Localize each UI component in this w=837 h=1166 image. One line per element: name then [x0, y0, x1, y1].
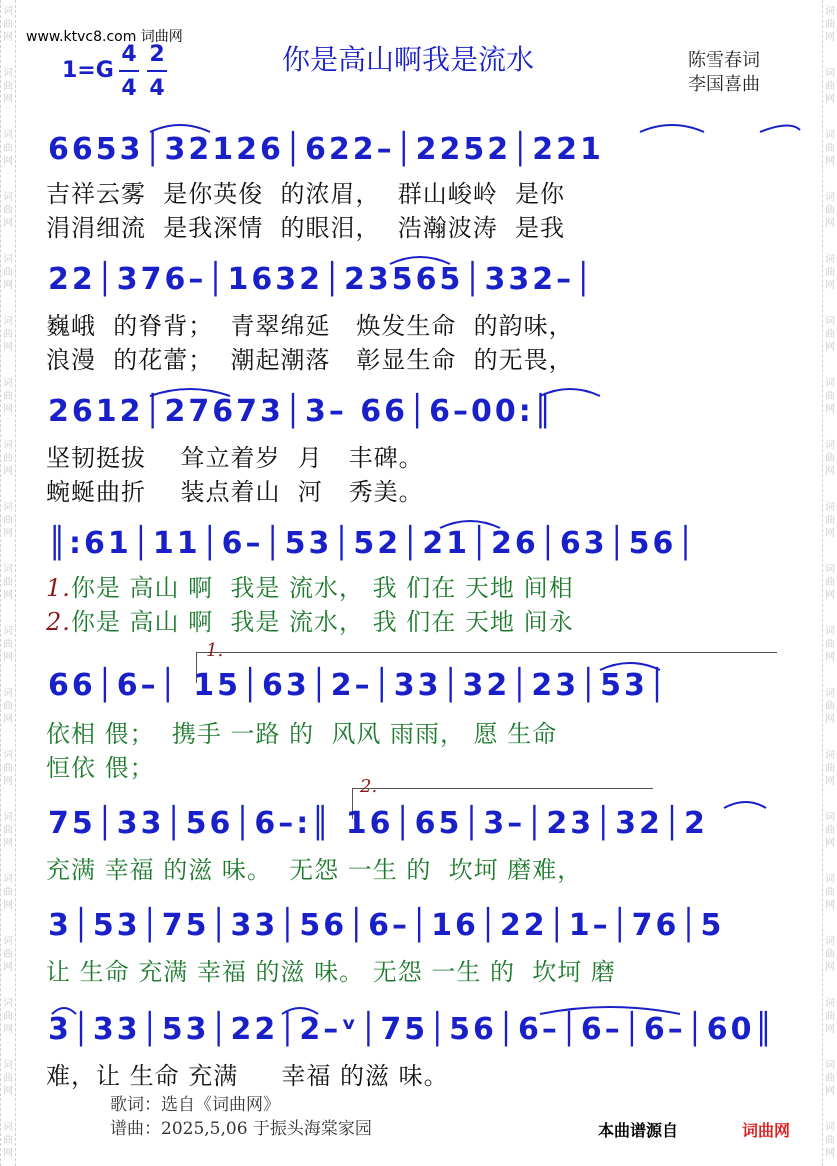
watermark-glyph: 网: [3, 714, 13, 725]
watermark-glyph: 曲: [825, 515, 835, 526]
watermark-glyph: 网: [825, 652, 835, 663]
watermark-glyph: 词: [825, 750, 835, 761]
watermark-glyph: 曲: [825, 143, 835, 154]
slur-mark: [600, 663, 660, 670]
slur-mark: [640, 125, 704, 132]
score-source: 谱曲：2025,5,06 于振头海棠家园: [110, 1119, 372, 1139]
watermark-glyph: 词: [825, 6, 835, 17]
watermark-glyph: 词: [825, 874, 835, 885]
watermark-glyph: 曲: [825, 1073, 835, 1084]
watermark-glyph: 词: [3, 502, 13, 513]
watermark-glyph: 网: [3, 342, 13, 353]
watermark-glyph: 词: [3, 564, 13, 575]
key-signature: 1=G: [62, 58, 114, 83]
site-url[interactable]: www.ktvc8.com 词曲网: [26, 29, 183, 45]
watermark-glyph: 网: [3, 280, 13, 291]
score-row-8-lyrics: 难，让 生命 充满 幸福 的滋 味。: [46, 1062, 449, 1090]
watermark-glyph: 词: [825, 502, 835, 513]
watermark-glyph: 词: [3, 936, 13, 947]
watermark-glyph: 网: [825, 900, 835, 911]
watermark-glyph: 曲: [825, 577, 835, 588]
watermark-glyph: 网: [825, 94, 835, 105]
slur-mark: [540, 1007, 680, 1014]
watermark-glyph: 词: [3, 874, 13, 885]
score-row-4-lyrics-text-1: 你是 高山 啊 我是 流水， 我 们在 天地 间相: [70, 574, 574, 602]
lyricist-credit: 陈雪春词: [688, 50, 760, 71]
watermark-glyph: 网: [825, 404, 835, 415]
watermark-glyph: 曲: [3, 1135, 13, 1146]
watermark-glyph: 词: [825, 1060, 835, 1071]
slur-mark: [724, 802, 766, 808]
slur-mark: [390, 257, 450, 264]
watermark-glyph: 曲: [3, 205, 13, 216]
score-row-1-notes: 6653│32126│622–│2252│221: [48, 132, 604, 167]
watermark-glyph: 网: [825, 714, 835, 725]
watermark-glyph: 曲: [3, 391, 13, 402]
watermark-glyph: 词: [825, 936, 835, 947]
time-sig-2-top: 2: [149, 42, 165, 67]
watermark-glyph: 词: [825, 812, 835, 823]
watermark-glyph: 网: [3, 156, 13, 167]
watermark-glyph: 词: [3, 626, 13, 637]
watermark-glyph: 网: [3, 1024, 13, 1035]
watermark-glyph: 曲: [3, 81, 13, 92]
watermark-glyph: 词: [825, 316, 835, 327]
score-row-6-notes: 75│33│56│6–:║ 16│65│3–│23│32│2: [48, 806, 708, 841]
watermark-glyph: 网: [3, 838, 13, 849]
time-sig-1-top: 4: [121, 42, 137, 67]
score-row-1-lyrics-verse-1: 吉祥云雾 是你英俊 的浓眉， 群山峻岭 是你: [46, 180, 566, 208]
watermark-glyph: 曲: [3, 825, 13, 836]
slur-mark: [150, 125, 210, 132]
watermark-glyph: 网: [825, 218, 835, 229]
first-ending-label: 1.: [206, 640, 224, 661]
watermark-glyph: 网: [825, 838, 835, 849]
slur-mark: [760, 125, 800, 132]
watermark-glyph: 曲: [825, 949, 835, 960]
watermark-glyph: 词: [3, 68, 13, 79]
slur-mark: [52, 1008, 76, 1014]
watermark-glyph: 曲: [3, 763, 13, 774]
watermark-glyph: 网: [3, 94, 13, 105]
watermark-glyph: 曲: [3, 515, 13, 526]
watermark-glyph: 曲: [825, 267, 835, 278]
watermark-glyph: 词: [825, 1122, 835, 1133]
watermark-glyph: 词: [825, 192, 835, 203]
time-sig-2-bottom: 4: [149, 76, 165, 101]
watermark-glyph: 网: [825, 1024, 835, 1035]
composer-credit: 李国喜曲: [688, 74, 760, 95]
watermark-glyph: 网: [825, 1086, 835, 1097]
watermark-glyph: 曲: [825, 701, 835, 712]
watermark-glyph: 网: [3, 528, 13, 539]
slur-mark: [440, 521, 500, 528]
watermark-glyph: 网: [825, 962, 835, 973]
watermark-glyph: 词: [825, 626, 835, 637]
watermark-glyph: 词: [3, 688, 13, 699]
score-row-5-lyrics-verse-1: 依相 偎； 携手 一路 的 风风 雨雨， 愿 生命: [46, 720, 558, 748]
watermark-glyph: 词: [3, 1122, 13, 1133]
watermark-glyph: 词: [825, 378, 835, 389]
watermark-glyph: 曲: [825, 825, 835, 836]
watermark-glyph: 曲: [3, 329, 13, 340]
score-row-2-lyrics-verse-2: 浪漫 的花蕾； 潮起潮落 彰显生命 的无畏，: [46, 346, 574, 374]
watermark-glyph: 词: [3, 998, 13, 1009]
watermark-glyph: 曲: [3, 701, 13, 712]
watermark-glyph: 曲: [3, 577, 13, 588]
watermark-glyph: 词: [825, 68, 835, 79]
watermark-glyph: 词: [825, 998, 835, 1009]
watermark-glyph: 网: [825, 466, 835, 477]
watermark-glyph: 曲: [825, 1135, 835, 1146]
watermark-glyph: 词: [3, 378, 13, 389]
watermark-glyph: 网: [3, 962, 13, 973]
score-row-2-lyrics-verse-1: 巍峨 的脊背； 青翠绵延 焕发生命 的韵味，: [46, 312, 574, 340]
watermark-glyph: 网: [3, 776, 13, 787]
source-note: 本曲谱源自: [598, 1121, 679, 1140]
score-row-5-notes: 66│6–│ 15│63│2–│33│32│23│53│: [48, 668, 669, 703]
verse-mark-1: 1.: [46, 574, 71, 602]
watermark-glyph: 曲: [825, 329, 835, 340]
watermark-glyph: 词: [3, 6, 13, 17]
watermark-glyph: 曲: [825, 391, 835, 402]
watermark-glyph: 曲: [825, 639, 835, 650]
score-row-4-lyrics-text-2: 你是 高山 啊 我是 流水， 我 们在 天地 间永: [70, 608, 574, 636]
watermark-glyph: 网: [3, 466, 13, 477]
watermark-glyph: 网: [3, 404, 13, 415]
score-row-7-lyrics: 让 生命 充满 幸福 的滋 味。 无怨 一生 的 坎坷 磨: [46, 958, 616, 986]
watermark-glyph: 曲: [3, 949, 13, 960]
watermark-glyph: 曲: [825, 1011, 835, 1022]
score-row-3-lyrics-verse-2: 蜿蜒曲折 装点着山 河 秀美。: [46, 478, 424, 506]
watermark-glyph: 网: [825, 156, 835, 167]
score-row-4-notes: ║:61│11│6–│53│52│21│26│63│56│: [48, 526, 698, 561]
watermark-glyph: 网: [825, 776, 835, 787]
lyrics-source: 歌词：选自《词曲网》: [110, 1095, 280, 1115]
watermark-glyph: 曲: [3, 1011, 13, 1022]
watermark-glyph: 网: [3, 218, 13, 229]
watermark-glyph: 词: [825, 254, 835, 265]
watermark-glyph: 词: [825, 130, 835, 141]
watermark-glyph: 词: [825, 688, 835, 699]
watermark-glyph: 网: [3, 590, 13, 601]
watermark-glyph: 网: [3, 32, 13, 43]
watermark-glyph: 词: [3, 440, 13, 451]
watermark-glyph: 曲: [3, 267, 13, 278]
watermark-glyph: 网: [825, 528, 835, 539]
watermark-glyph: 曲: [3, 639, 13, 650]
watermark-glyph: 网: [825, 32, 835, 43]
score-row-3-notes: 2612│27673│3– 66│6–00:║: [48, 394, 555, 429]
watermark-glyph: 曲: [825, 763, 835, 774]
watermark-glyph: 曲: [825, 81, 835, 92]
watermark-glyph: 词: [3, 1060, 13, 1071]
watermark-glyph: 词: [3, 192, 13, 203]
watermark-glyph: 曲: [825, 205, 835, 216]
song-title: 你是高山啊我是流水: [282, 43, 535, 76]
watermark-glyph: 词: [3, 316, 13, 327]
verse-mark-2: 2.: [46, 608, 71, 636]
score-row-1-lyrics-verse-2: 涓涓细流 是我深情 的眼泪， 浩瀚波涛 是我: [46, 214, 566, 242]
watermark-glyph: 曲: [825, 887, 835, 898]
second-ending-label: 2.: [360, 776, 378, 797]
watermark-glyph: 网: [825, 342, 835, 353]
score-row-2-notes: 22│376–│1632│23565│332–│: [48, 262, 596, 297]
watermark-glyph: 词: [825, 440, 835, 451]
watermark-glyph: 网: [3, 652, 13, 663]
watermark-glyph: 词: [3, 750, 13, 761]
watermark-glyph: 网: [3, 1148, 13, 1159]
watermark-glyph: 网: [3, 1086, 13, 1097]
watermark-glyph: 网: [825, 280, 835, 291]
slur-mark: [282, 1008, 318, 1014]
watermark-glyph: 曲: [3, 453, 13, 464]
watermark-glyph: 曲: [3, 19, 13, 30]
time-sig-1-bottom: 4: [121, 76, 137, 101]
score-row-7-notes: 3│53│75│33│56│6–│16│22│1–│76│5: [48, 908, 725, 943]
watermark-glyph: 曲: [825, 19, 835, 30]
watermark-glyph: 词: [3, 812, 13, 823]
watermark-glyph: 词: [3, 254, 13, 265]
watermark-glyph: 网: [825, 1148, 835, 1159]
watermark-glyph: 曲: [3, 143, 13, 154]
slur-mark: [150, 389, 230, 396]
watermark-glyph: 网: [3, 900, 13, 911]
watermark-glyph: 词: [3, 130, 13, 141]
score-row-6-lyrics: 充满 幸福 的滋 味。 无怨 一生 的 坎坷 磨难，: [46, 856, 583, 884]
watermark-glyph: 网: [825, 590, 835, 601]
slur-mark: [540, 389, 600, 396]
source-site-link[interactable]: 词曲网: [742, 1121, 791, 1140]
score-row-8-notes: 3│33│53│22│2–ᵛ│75│56│6–│6–│6–│60║: [48, 1012, 776, 1047]
score-row-5-lyrics-verse-2: 恒依 偎；: [46, 754, 155, 782]
watermark-glyph: 词: [825, 564, 835, 575]
score-row-3-lyrics-verse-1: 坚韧挺拔 耸立着岁 月 丰碑。: [46, 444, 424, 472]
watermark-glyph: 曲: [3, 1073, 13, 1084]
watermark-glyph: 曲: [3, 887, 13, 898]
watermark-glyph: 曲: [825, 453, 835, 464]
